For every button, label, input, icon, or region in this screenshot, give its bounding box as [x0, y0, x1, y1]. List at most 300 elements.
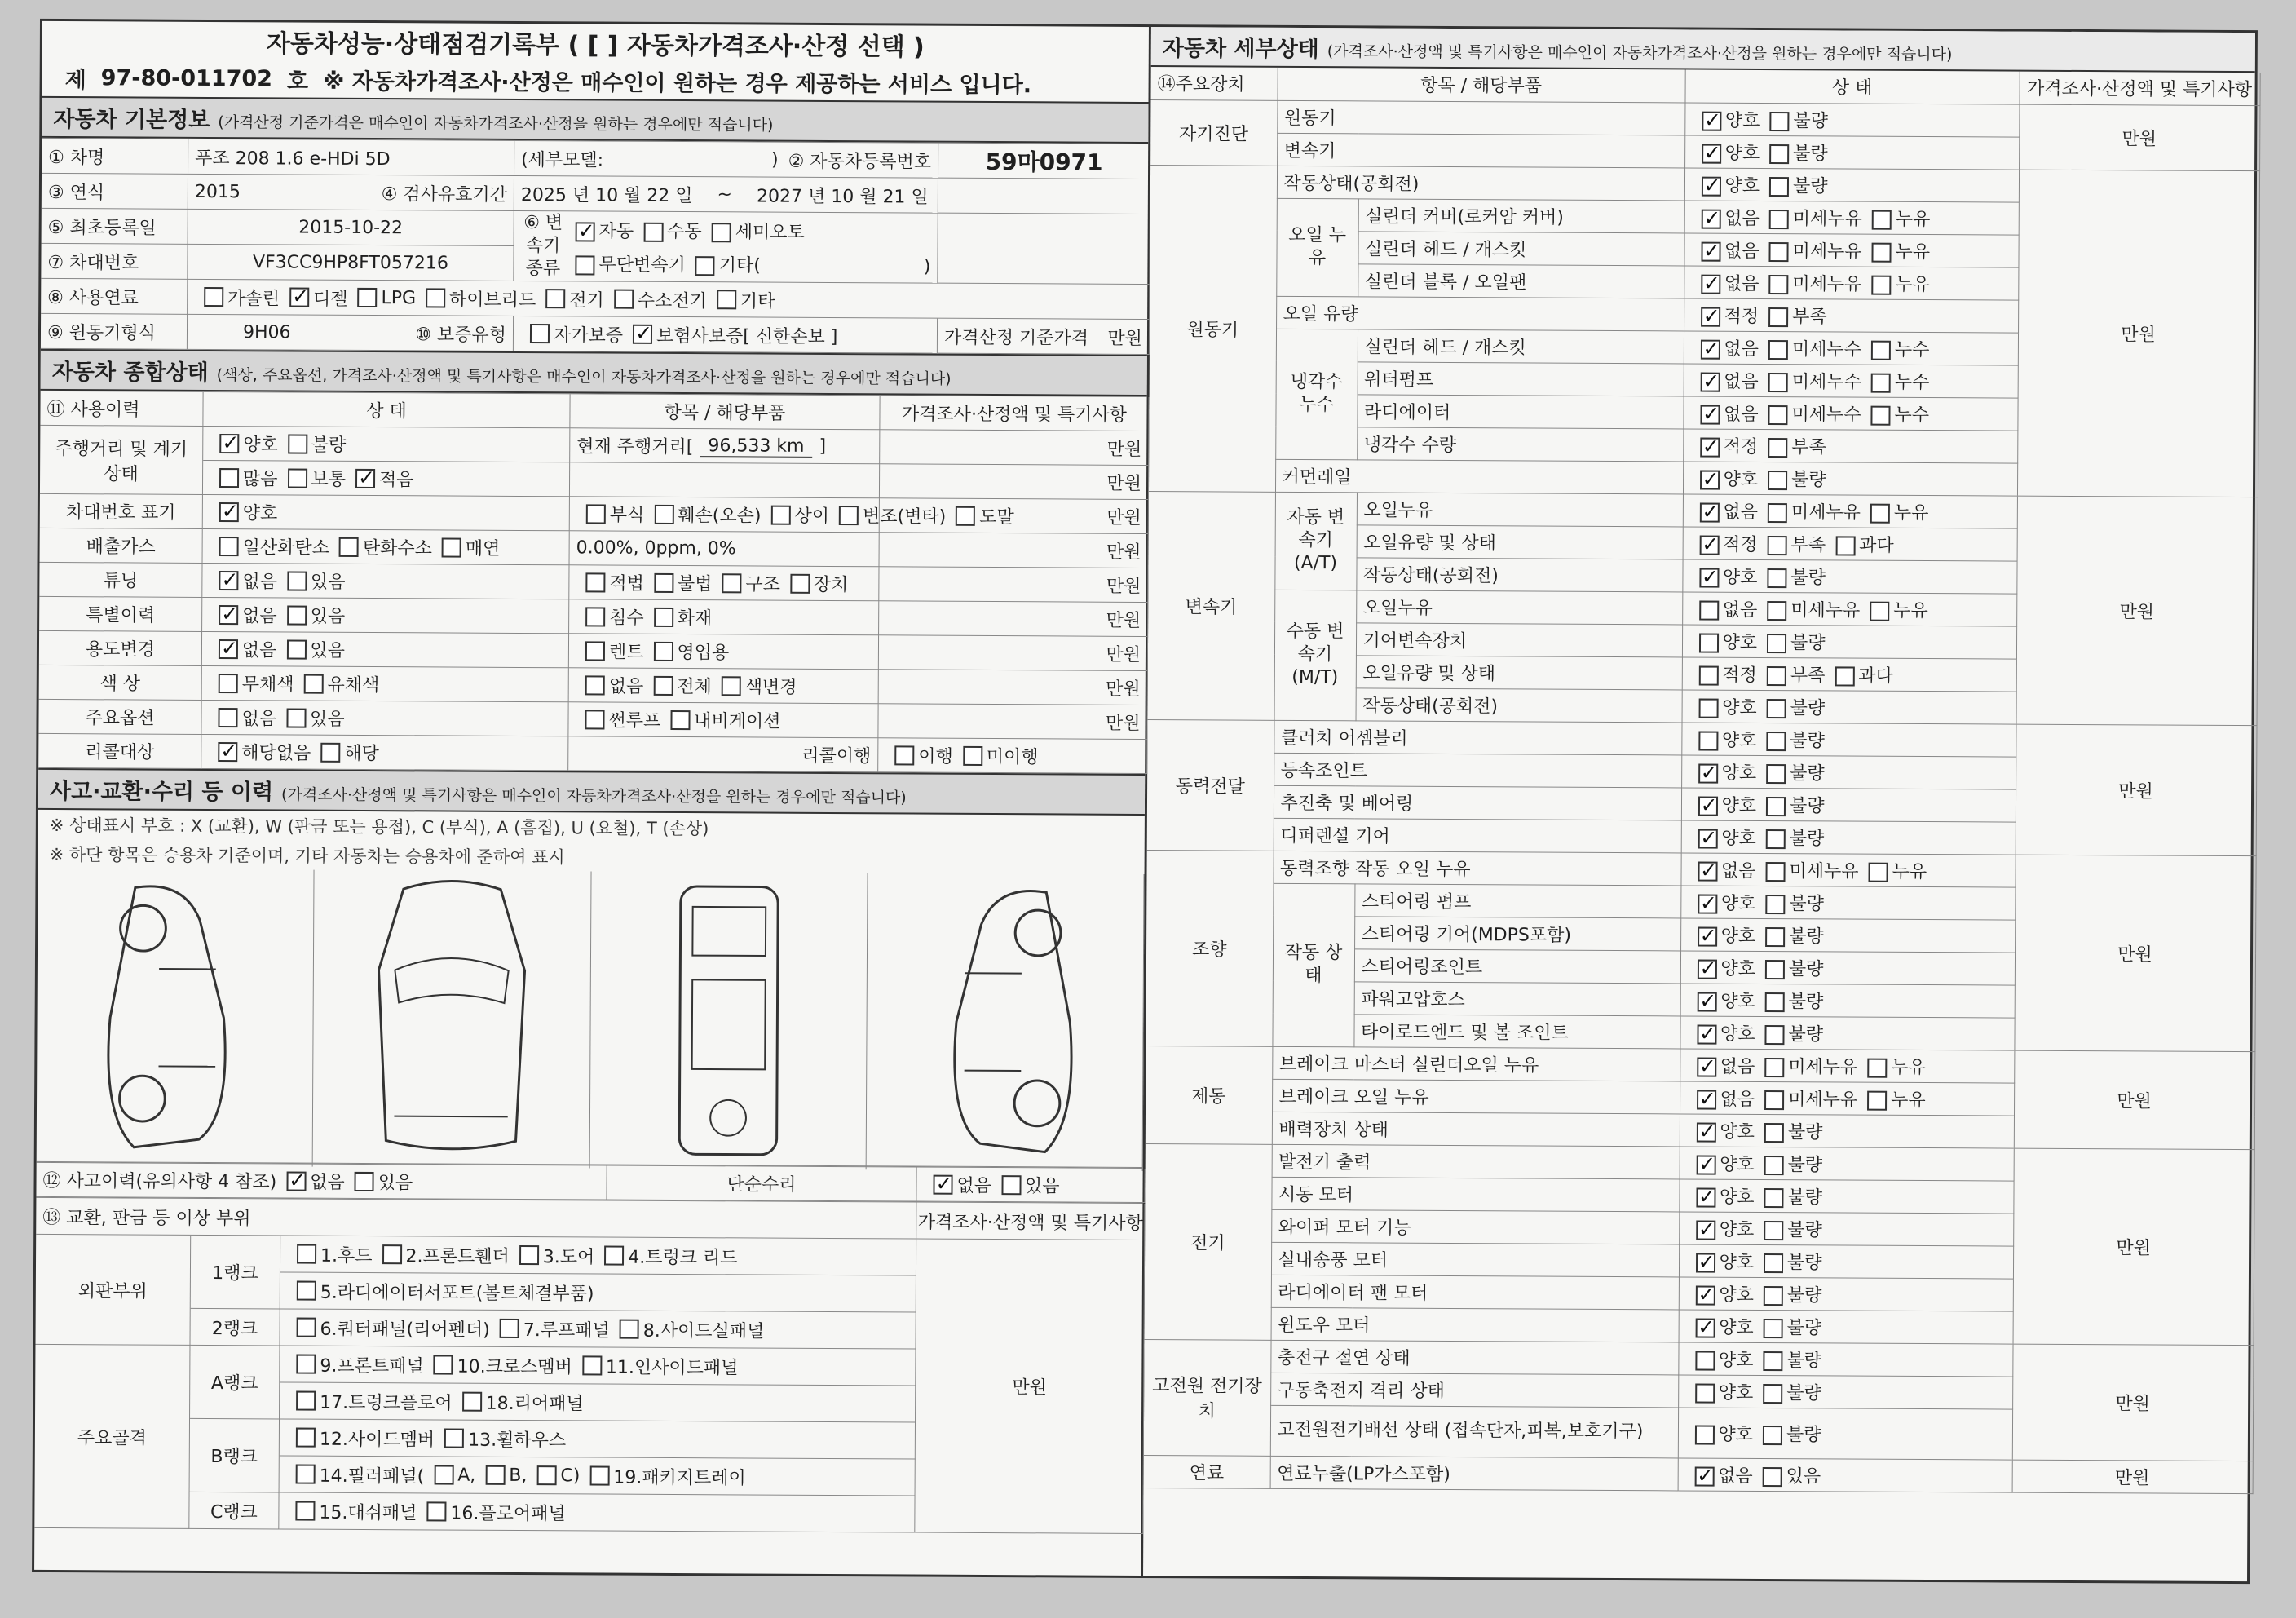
general-option-checkbox[interactable] [585, 607, 605, 626]
detail-state: 적정 부족 과다 [1682, 656, 2016, 691]
detail-option-checkbox[interactable] [1766, 829, 1786, 848]
detail-option-checkbox[interactable] [1764, 1122, 1784, 1142]
part-checkbox[interactable] [444, 1429, 464, 1448]
general-row-item: 없음 전체 색변경 [569, 668, 879, 704]
detail-state: ✓ 양호 불량 [1679, 1309, 2013, 1343]
car-diagrams [37, 869, 1145, 1168]
part-checkbox[interactable] [296, 1355, 316, 1374]
item-header: 항목 / 해당부품 [1278, 68, 1685, 103]
detail-option-checkbox[interactable] [1764, 1253, 1783, 1272]
detail-option-checkbox[interactable] [1698, 829, 1717, 848]
device-header: ⑭주요장치 [1151, 67, 1278, 100]
detail-row [1150, 99, 2259, 138]
fuel-electric-checkbox[interactable] [545, 289, 565, 308]
detail-option-checkbox[interactable] [1695, 1285, 1715, 1305]
fuel-label: ⑧ 사용연료 [41, 279, 188, 315]
detail-option-checkbox[interactable] [1700, 437, 1720, 457]
general-option-checkbox[interactable] [218, 742, 237, 762]
general-option-checkbox[interactable] [219, 537, 239, 556]
parts-price-header: 가격조사·산정액 및 특기사항 [916, 1203, 1145, 1240]
detail-option-checkbox[interactable] [1764, 1090, 1784, 1109]
detail-option-checkbox[interactable] [1835, 666, 1854, 686]
detail-state: ✓ 없음 미세누유 누유 [1680, 852, 2015, 886]
detail-option-checkbox[interactable] [1766, 861, 1786, 881]
detail-option-checkbox[interactable] [1700, 372, 1720, 391]
detail-item: 커먼레일 [1275, 459, 1683, 494]
general-row-label: 주요옵션 [38, 700, 201, 735]
detail-option-checkbox[interactable] [1699, 568, 1719, 587]
accident-history: ⑫ 사고이력(유의사항 4 참조) ✓ 없음 있음 [36, 1163, 607, 1200]
detail-option-checkbox[interactable] [1698, 894, 1717, 913]
general-option-checkbox[interactable] [653, 675, 673, 695]
detail-item: 브레이크 오일 누유 [1272, 1079, 1680, 1114]
detail-state: ✓ 양호 불량 [1679, 1178, 2013, 1213]
detail-option-checkbox[interactable] [1764, 1187, 1783, 1207]
warranty-options: 자가보증 ✓ 보험사보증[ 신한손보 ] [514, 316, 938, 354]
detail-state: ✓ 양호 불량 [1682, 559, 2016, 593]
general-row-state: 일산화탄소 탄화수소 매연 [203, 529, 570, 565]
general-option-checkbox[interactable] [839, 506, 859, 525]
part-checkbox[interactable] [295, 1501, 315, 1521]
no-label: 제 [64, 67, 86, 93]
detail-item: 클러치 어셈블리 [1274, 720, 1681, 755]
price-service-notice: ※ 자동차가격조사·산정은 매수인이 원하는 경우 제공하는 서비스 입니다. [322, 69, 1032, 98]
fuel-gasoline-checkbox[interactable] [204, 287, 223, 307]
price-cell: 만원 [880, 464, 1149, 500]
detail-option-checkbox[interactable] [1769, 209, 1789, 228]
detail-item: 배력장치 상태 [1272, 1112, 1680, 1147]
accident-none-checkbox[interactable] [286, 1171, 306, 1191]
detail-state: ✓ 양호 불량 [1679, 1244, 2013, 1278]
detail-option-checkbox[interactable] [1870, 601, 1889, 621]
device-group-label: 변속기 [1148, 491, 1275, 720]
detail-option-checkbox[interactable] [1699, 535, 1719, 555]
outer-panel-label: 외판부위 [35, 1235, 191, 1346]
general-option-checkbox[interactable] [654, 504, 673, 524]
detail-option-checkbox[interactable] [1835, 536, 1855, 555]
detail-option-checkbox[interactable] [1767, 698, 1786, 718]
part-checkbox[interactable] [297, 1244, 316, 1264]
detail-option-checkbox[interactable] [1697, 1024, 1716, 1044]
detail-option-checkbox[interactable] [1701, 274, 1720, 294]
detail-option-checkbox[interactable] [1701, 307, 1720, 326]
general-option-checkbox[interactable] [287, 605, 307, 625]
detail-row [1146, 850, 2255, 888]
detail-option-checkbox[interactable] [1698, 926, 1717, 946]
general-option-checkbox[interactable] [339, 537, 359, 556]
detail-option-checkbox[interactable] [1869, 862, 1888, 882]
fuel-options: 가솔린 ✓ 디젤 LPG 하이브리드 전기 수소전기 기타 [188, 280, 1150, 320]
detail-option-checkbox[interactable] [1867, 1058, 1887, 1077]
reg-number-value: 59마0971 [938, 144, 1150, 179]
detail-item: 파워고압호스 [1354, 981, 1680, 1015]
detail-option-checkbox[interactable] [1769, 241, 1789, 261]
part-checkbox[interactable] [582, 1355, 602, 1375]
part-checkbox[interactable] [500, 1319, 519, 1338]
general-option-checkbox[interactable] [219, 605, 238, 625]
detail-option-checkbox[interactable] [1695, 1383, 1715, 1403]
parts-grid [34, 1197, 1142, 1534]
general-row-label: 색 상 [39, 665, 202, 701]
recall-options: 이행 미이행 [878, 738, 1147, 774]
detail-option-checkbox[interactable] [1871, 275, 1891, 294]
part-checkbox[interactable] [296, 1465, 316, 1484]
general-option-checkbox[interactable] [585, 710, 604, 729]
detail-option-checkbox[interactable] [1696, 1122, 1715, 1142]
accident-exists-checkbox[interactable] [355, 1171, 374, 1191]
price-cell: 만원 [879, 567, 1148, 603]
general-row-label: 튜닝 [39, 563, 202, 598]
detail-price-cell: 만원 [2019, 104, 2259, 171]
detail-option-checkbox[interactable] [1872, 242, 1892, 262]
general-option-checkbox[interactable] [219, 571, 238, 590]
detail-option-checkbox[interactable] [1763, 1425, 1782, 1444]
general-row-label: 특별이력 [39, 597, 202, 632]
part-checkbox[interactable] [620, 1320, 639, 1339]
detail-option-checkbox[interactable] [1767, 568, 1786, 587]
detail-option-checkbox[interactable] [1763, 1466, 1782, 1486]
general-option-checkbox[interactable] [442, 537, 461, 557]
passenger-car-note: ※ 하단 항목은 승용차 기준이며, 기타 자동차는 승용차에 준하여 표시 [49, 844, 565, 868]
detail-state: ✓ 양호 불량 [1680, 983, 2015, 1017]
part-checkbox[interactable] [297, 1281, 316, 1301]
detail-option-checkbox[interactable] [1699, 600, 1719, 620]
sub-group-label: 오일 누유 [1276, 198, 1358, 297]
rank2-label: 2랭크 [190, 1309, 280, 1346]
detail-item: 연료누출(LP가스포함) [1270, 1456, 1678, 1491]
device-group-label: 연료 [1144, 1455, 1270, 1488]
detail-option-checkbox[interactable] [1764, 1057, 1784, 1076]
part-checkbox[interactable] [296, 1391, 316, 1411]
detail-option-checkbox[interactable] [1697, 992, 1716, 1011]
detail-option-checkbox[interactable] [1765, 894, 1785, 913]
price-header: 가격조사·산정액 및 특기사항 [880, 396, 1149, 431]
fuel-hybrid-checkbox[interactable] [426, 288, 445, 307]
detail-option-checkbox[interactable] [1701, 176, 1720, 196]
mileage-high-checkbox[interactable] [219, 468, 239, 488]
general-row-item: 침수 화재 [569, 599, 879, 635]
part-checkbox[interactable] [296, 1428, 316, 1448]
price-cell: 만원 [880, 430, 1149, 466]
detail-option-checkbox[interactable] [1696, 1187, 1715, 1207]
accident-history-header: 사고·교환·수리 등 이력 (가격조사·산정액 및 특기사항은 매수인이 자동차가격조사·산정을 원하는 경우에만 적습니다) [38, 768, 1145, 816]
detail-option-checkbox[interactable] [1697, 1090, 1716, 1109]
trans-other-checkbox[interactable] [695, 256, 715, 276]
device-group-label: 제동 [1146, 1046, 1273, 1144]
car-frame-diagram [589, 871, 868, 1169]
rankA-label: A랭크 [190, 1346, 280, 1420]
no-suffix: 호 [286, 68, 309, 95]
general-option-checkbox[interactable] [653, 641, 673, 661]
general-option-checkbox[interactable] [585, 641, 605, 661]
detail-state: ✓ 없음 미세누유 누유 [1680, 1081, 2014, 1115]
detail-row [1150, 165, 2259, 203]
status-symbol-note: ※ 상태표시 부호 : X (교환), W (판금 또는 용접), C (부식), A (흠집), U (요철), T (손상) [49, 815, 709, 839]
detail-option-checkbox[interactable] [1769, 144, 1789, 164]
part-checkbox[interactable] [426, 1501, 446, 1521]
trans-manual-checkbox[interactable] [643, 222, 663, 241]
detail-option-checkbox[interactable] [1767, 665, 1786, 685]
detail-option-checkbox[interactable] [1701, 241, 1720, 261]
detail-item: 구동축전지 격리 상태 [1270, 1373, 1678, 1408]
detail-option-checkbox[interactable] [1768, 372, 1788, 391]
mileage-label: 주행거리 및 계기상태 [40, 426, 203, 495]
price-cell: 만원 [878, 704, 1147, 740]
rankA-parts-b: 17.트렁크플로어 18.리어패널 [280, 1382, 916, 1422]
detail-option-checkbox[interactable] [1700, 339, 1720, 359]
general-option-checkbox[interactable] [286, 639, 306, 659]
detail-state: ✓ 양호 불량 [1681, 754, 2016, 789]
detail-option-checkbox[interactable] [1867, 1090, 1887, 1110]
general-row-label: 차대번호 표기 [40, 494, 203, 529]
detail-item: 동력조향 작동 오일 누유 [1273, 851, 1680, 886]
fuel-other-checkbox[interactable] [717, 290, 736, 309]
detail-option-checkbox[interactable] [1697, 1057, 1716, 1076]
price-cell: 만원 [879, 635, 1148, 671]
part-checkbox[interactable] [519, 1245, 539, 1265]
detail-price-cell: 만원 [2013, 1148, 2254, 1346]
general-option-checkbox[interactable] [654, 607, 673, 626]
sub-group-label: 작동 상태 [1272, 883, 1354, 1047]
detail-state: ✓ 적정 부족 과다 [1683, 526, 2017, 560]
mileage-normal-checkbox[interactable] [288, 468, 307, 488]
general-option-checkbox[interactable] [303, 674, 323, 693]
general-option-checkbox[interactable] [219, 639, 238, 659]
mileage-good-checkbox[interactable] [219, 434, 239, 453]
detail-state: ✓ 없음 미세누수 누수 [1683, 396, 2017, 430]
vin-value: VF3CC9HP8FT057216 [188, 245, 514, 281]
general-option-checkbox[interactable] [286, 708, 306, 727]
detail-item: 실린더 헤드 / 개스킷 [1358, 329, 1684, 363]
rankB-parts-a: 12.사이드멤버 13.휠하우스 [280, 1419, 916, 1459]
general-row-label: 리콜대상 [38, 734, 201, 769]
detail-option-checkbox[interactable] [1871, 373, 1891, 392]
detail-state: ✓ 양호 불량 [1680, 1113, 2014, 1147]
detail-option-checkbox[interactable] [1766, 763, 1786, 783]
detail-item: 실린더 블록 / 오일팬 [1358, 263, 1684, 298]
detail-option-checkbox[interactable] [1698, 665, 1718, 685]
part-checkbox[interactable] [297, 1318, 316, 1337]
general-row-item: 렌트 영업용 [569, 634, 879, 670]
detail-option-checkbox[interactable] [1768, 470, 1787, 489]
general-row-state: ✓ 없음 있음 [202, 564, 569, 599]
detail-option-checkbox[interactable] [1695, 1351, 1715, 1370]
repair-exists-checkbox[interactable] [1001, 1175, 1021, 1195]
item-header: 항목 / 해당부품 [570, 394, 880, 430]
detail-option-checkbox[interactable] [1870, 405, 1890, 425]
detail-item: 변속기 [1277, 133, 1684, 168]
detail-option-checkbox[interactable] [1765, 992, 1785, 1011]
detail-option-checkbox[interactable] [1696, 1253, 1715, 1272]
detail-option-checkbox[interactable] [1701, 209, 1720, 228]
detail-state: ✓ 양호 불량 [1684, 102, 2019, 136]
detail-option-checkbox[interactable] [1769, 112, 1789, 131]
detail-option-checkbox[interactable] [1765, 959, 1785, 979]
detail-model-and-reg-label: (세부모델: ) ② 자동차등록번호 [514, 141, 938, 179]
detail-option-checkbox[interactable] [1764, 1285, 1783, 1305]
detail-item: 스티어링 펌프 [1354, 883, 1680, 917]
detail-item: 오일유량 및 상태 [1356, 655, 1682, 689]
repair-none-checkbox[interactable] [933, 1174, 952, 1194]
detail-option-checkbox[interactable] [1764, 1318, 1783, 1337]
fuel-hydrogen-checkbox[interactable] [614, 290, 634, 309]
trans-auto-checkbox[interactable] [576, 222, 595, 241]
general-option-checkbox[interactable] [320, 742, 340, 762]
detail-state: ✓ 양호 불량 [1683, 461, 2017, 495]
rankB-label: B랭크 [190, 1419, 280, 1493]
part-checkbox[interactable] [604, 1246, 624, 1266]
detail-price-cell: 만원 [2012, 1460, 2253, 1494]
detail-state: 없음 미세누유 누유 [1682, 591, 2016, 626]
general-option-checkbox[interactable] [219, 502, 239, 522]
detail-item: 스티어링조인트 [1354, 948, 1680, 983]
detail-option-checkbox[interactable] [1768, 535, 1787, 555]
mileage-bad-checkbox[interactable] [288, 434, 307, 453]
detail-option-checkbox[interactable] [1871, 340, 1891, 360]
part-checkbox[interactable] [485, 1465, 505, 1485]
detail-option-checkbox[interactable] [1698, 763, 1718, 783]
warranty-insurance-checkbox[interactable] [633, 325, 652, 344]
detail-option-checkbox[interactable] [1763, 1383, 1782, 1403]
part-checkbox[interactable] [434, 1465, 453, 1484]
detail-option-checkbox[interactable] [1696, 1155, 1715, 1174]
general-option-checkbox[interactable] [722, 573, 741, 593]
general-option-checkbox[interactable] [585, 675, 605, 695]
recall-done-checkbox[interactable] [894, 745, 914, 765]
general-option-checkbox[interactable] [585, 572, 605, 592]
part-checkbox[interactable] [382, 1244, 402, 1264]
detail-option-checkbox[interactable] [1698, 698, 1718, 718]
engine-and-warranty: 9H06 ⑩ 보증유형 [188, 315, 514, 351]
general-option-checkbox[interactable] [956, 506, 975, 525]
detail-option-checkbox[interactable] [1870, 503, 1890, 523]
detail-state: 양호 불량 [1682, 624, 2016, 658]
detail-option-checkbox[interactable] [1766, 796, 1786, 816]
detail-state: 양호 불량 [1681, 722, 2016, 756]
detail-option-checkbox[interactable] [1768, 502, 1787, 522]
general-option-checkbox[interactable] [770, 505, 790, 524]
general-row-state: 없음 있음 [201, 701, 568, 736]
part-checkbox[interactable] [589, 1465, 609, 1485]
detail-option-checkbox[interactable] [1768, 404, 1787, 424]
detail-option-checkbox[interactable] [1767, 633, 1786, 652]
detail-option-checkbox[interactable] [1696, 1220, 1715, 1240]
detail-state: ✓ 양호 불량 [1680, 950, 2015, 984]
detail-option-checkbox[interactable] [1765, 926, 1785, 946]
detail-item: 발전기 출력 [1272, 1144, 1680, 1179]
detail-state: 양호 불량 [1682, 689, 2016, 723]
detail-option-checkbox[interactable] [1700, 470, 1720, 489]
detail-state: 양호 불량 [1678, 1342, 2012, 1376]
detail-option-checkbox[interactable] [1702, 144, 1721, 163]
record-number-line [42, 59, 1149, 102]
detail-state: ✓ 없음 미세누유 누유 [1680, 1048, 2014, 1082]
detail-option-checkbox[interactable] [1769, 177, 1789, 197]
rankC-parts: 15.대쉬패널 16.플로어패널 [279, 1492, 915, 1532]
detail-status-header: 자동차 세부상태 (가격조사·산정액 및 특기사항은 매수인이 자동차가격조사·산정을 원하는 경우에만 적습니다) [1151, 27, 2255, 73]
general-option-checkbox[interactable] [722, 676, 741, 696]
fuel-diesel-checkbox[interactable] [289, 287, 309, 307]
detail-option-checkbox[interactable] [1763, 1351, 1782, 1370]
detail-option-checkbox[interactable] [1698, 861, 1717, 881]
detail-option-checkbox[interactable] [1768, 307, 1788, 326]
warranty-self-checkbox[interactable] [530, 324, 550, 343]
part-checkbox[interactable] [434, 1355, 453, 1374]
detail-option-checkbox[interactable] [1764, 1155, 1784, 1174]
detail-option-checkbox[interactable] [1697, 959, 1716, 979]
detail-state: ✓ 양호 불량 [1681, 820, 2016, 854]
detail-item: 라디에이터 팬 모터 [1271, 1275, 1679, 1310]
mileage-low-checkbox[interactable] [355, 468, 375, 488]
general-option-checkbox[interactable] [586, 504, 606, 524]
fuel-lpg-checkbox[interactable] [357, 288, 377, 307]
detail-status-table [1144, 67, 2261, 1494]
device-group-label: 원동기 [1149, 165, 1277, 492]
part-checkbox[interactable] [462, 1392, 482, 1412]
detail-option-checkbox[interactable] [1698, 731, 1718, 750]
detail-option-checkbox[interactable] [1695, 1318, 1715, 1337]
general-option-checkbox[interactable] [219, 674, 238, 693]
part-checkbox[interactable] [536, 1465, 556, 1485]
base-price: 가격산정 기준가격 만원 [938, 319, 1150, 355]
general-option-checkbox[interactable] [287, 571, 307, 590]
detail-option-checkbox[interactable] [1700, 404, 1720, 424]
general-row-item: 리콜이행 [568, 736, 878, 772]
detail-row [1144, 1339, 2253, 1377]
general-option-checkbox[interactable] [790, 573, 810, 593]
detail-option-checkbox[interactable] [1768, 339, 1788, 359]
detail-option-checkbox[interactable] [1764, 1220, 1783, 1240]
detail-option-checkbox[interactable] [1698, 796, 1717, 816]
general-option-checkbox[interactable] [670, 710, 690, 729]
trans-semi-checkbox[interactable] [712, 223, 731, 242]
detail-option-checkbox[interactable] [1768, 274, 1788, 294]
detail-state: ✓ 없음 미세누유 누유 [1683, 493, 2017, 528]
general-row-item: 부식 훼손(오손) 상이 변조(변타) 도말 [570, 497, 880, 533]
detail-item: 브레이크 마스터 실린더오일 누유 [1272, 1046, 1680, 1081]
detail-state: ✓ 양호 불량 [1680, 1146, 2014, 1180]
detail-state: ✓ 없음 미세누유 누유 [1684, 265, 2018, 299]
general-row-state: 무채색 유채색 [202, 666, 569, 702]
detail-item: 실린더 헤드 / 개스킷 [1358, 231, 1684, 265]
detail-option-checkbox[interactable] [1698, 633, 1718, 652]
detail-item: 라디에이터 [1357, 394, 1683, 428]
detail-item: 기어변속장치 [1356, 622, 1682, 656]
detail-option-checkbox[interactable] [1766, 731, 1786, 750]
detail-option-checkbox[interactable] [1699, 502, 1719, 522]
mileage-item: 현재 주행거리[ 96,533 km ] [570, 428, 880, 464]
trans-cvt-checkbox[interactable] [575, 255, 594, 275]
general-row-state: ✓ 양호 [203, 495, 570, 531]
device-group-label: 자기진단 [1150, 99, 1277, 166]
detail-option-checkbox[interactable] [1872, 210, 1892, 229]
general-option-checkbox[interactable] [654, 572, 673, 592]
detail-state: ✓ 없음 미세누수 누수 [1684, 363, 2018, 397]
simple-repair-label: 단순수리 [607, 1166, 916, 1202]
detail-option-checkbox[interactable] [1702, 111, 1721, 130]
detail-option-checkbox[interactable] [1768, 437, 1787, 457]
detail-option-checkbox[interactable] [1694, 1425, 1714, 1444]
price-cell: 만원 [880, 498, 1149, 534]
detail-option-checkbox[interactable] [1767, 600, 1786, 620]
detail-price-cell: 만원 [2016, 724, 2257, 856]
detail-option-checkbox[interactable] [1694, 1466, 1714, 1486]
detail-option-checkbox[interactable] [1764, 1024, 1784, 1044]
general-option-checkbox[interactable] [218, 708, 237, 727]
recall-notdone-checkbox[interactable] [963, 745, 982, 765]
validity-spacer [938, 179, 1150, 214]
detail-item: 추진축 및 베어링 [1274, 785, 1681, 820]
